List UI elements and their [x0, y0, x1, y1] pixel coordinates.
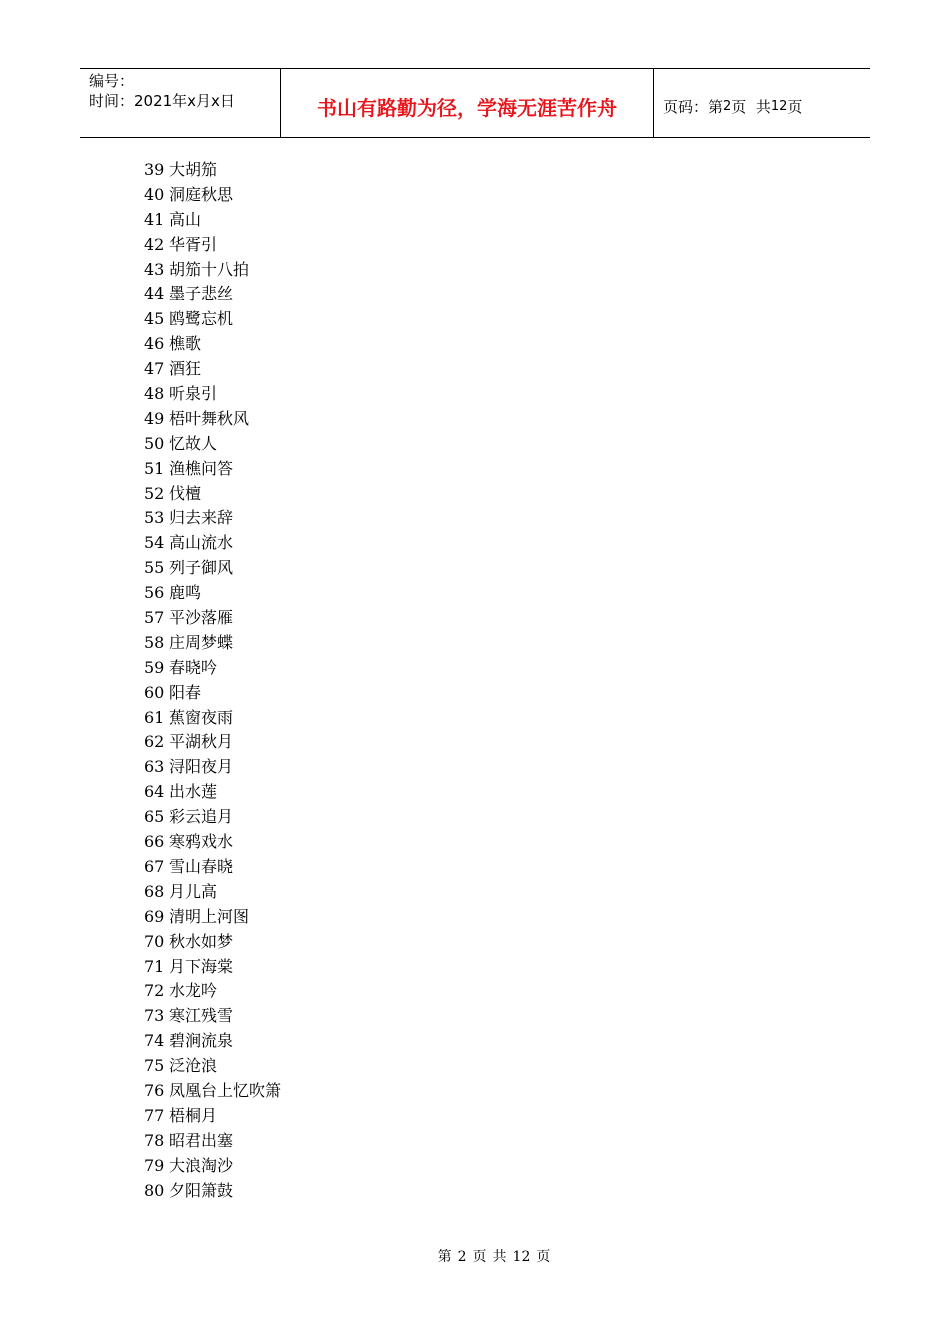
- header-page-current: 2: [723, 98, 732, 114]
- document-date-label: 时间：2021年x月x日: [89, 92, 235, 110]
- list-item-number: 68: [144, 881, 165, 901]
- list-item-title: 听泉引: [169, 384, 218, 404]
- list-item: [144, 457, 281, 482]
- footer-total-label: 共: [492, 1249, 507, 1265]
- list-item-number: 53: [144, 508, 165, 528]
- list-item: [144, 282, 281, 307]
- footer-total-pages: 12: [512, 1249, 531, 1265]
- list-item-title: 出水莲: [169, 782, 218, 802]
- list-item: [144, 407, 281, 432]
- list-item-title: 鸥鹭忘机: [169, 309, 234, 329]
- list-item-number: 73: [144, 1006, 165, 1026]
- list-item-title: 酒狂: [169, 359, 202, 379]
- list-item-number: 66: [144, 832, 165, 852]
- list-item-number: 56: [144, 583, 165, 603]
- list-item-title: 秋水如梦: [169, 931, 234, 951]
- list-item: [144, 855, 281, 880]
- list-item-title: 夕阳箫鼓: [169, 1180, 234, 1200]
- list-item-number: 52: [144, 483, 165, 503]
- list-item-title: 泛沧浪: [169, 1056, 218, 1076]
- list-item: [144, 805, 281, 830]
- list-item-title: 月儿高: [169, 881, 218, 901]
- list-item-number: 79: [144, 1155, 165, 1175]
- list-item-number: 71: [144, 956, 165, 976]
- header-motto-cell: [281, 69, 654, 137]
- header-motto: 书山有路勤为径，学海无涯苦作舟: [317, 95, 617, 120]
- list-item-number: 51: [144, 458, 165, 478]
- list-item-title: 碧涧流泉: [169, 1031, 234, 1051]
- list-item-number: 76: [144, 1080, 165, 1100]
- list-item: [144, 258, 281, 283]
- list-item: [144, 581, 281, 606]
- list-item: [144, 1054, 281, 1079]
- list-item-number: 77: [144, 1105, 165, 1125]
- list-item-title: 大浪淘沙: [169, 1155, 234, 1175]
- list-item-title: 墨子悲丝: [169, 284, 234, 304]
- list-item: [144, 955, 281, 980]
- list-item-number: 62: [144, 732, 165, 752]
- list-item-number: 48: [144, 384, 165, 404]
- list-item: [144, 158, 281, 183]
- list-item-number: 78: [144, 1130, 165, 1150]
- list-item-title: 渔樵问答: [169, 458, 234, 478]
- piece-list: [144, 158, 281, 1203]
- list-item-number: 46: [144, 334, 165, 354]
- list-item-number: 47: [144, 359, 165, 379]
- header-page-label-end: 页: [787, 97, 803, 116]
- list-item: [144, 1154, 281, 1179]
- list-item: [144, 606, 281, 631]
- list-item-number: 60: [144, 682, 165, 702]
- list-item: [144, 332, 281, 357]
- list-item-title: 月下海棠: [169, 956, 234, 976]
- list-item-title: 平沙落雁: [169, 608, 234, 628]
- list-item-number: 39: [144, 160, 165, 179]
- list-item-title: 洞庭秋思: [169, 184, 234, 204]
- list-item: [144, 482, 281, 507]
- header-page-label: 页码：第: [663, 97, 724, 116]
- list-item-title: 凤凰台上忆吹箫: [169, 1080, 282, 1100]
- list-item-title: 浔阳夜月: [169, 757, 234, 777]
- list-item-title: 胡笳十八拍: [169, 259, 250, 279]
- header-page-label-mid: 页: [731, 97, 747, 116]
- list-item: [144, 556, 281, 581]
- list-item: [144, 233, 281, 258]
- list-item-number: 59: [144, 657, 165, 677]
- header-page-cell: [654, 69, 870, 137]
- footer-prefix: 第: [437, 1249, 452, 1265]
- list-item-title: 高山: [169, 209, 202, 229]
- header-page-total: 12: [770, 98, 788, 114]
- list-item: [144, 1179, 281, 1204]
- list-item-number: 64: [144, 782, 165, 802]
- list-item-title: 雪山春晓: [169, 856, 234, 876]
- list-item-title: 彩云追月: [169, 807, 234, 827]
- list-item-number: 67: [144, 856, 165, 876]
- list-item: [144, 880, 281, 905]
- list-item: [144, 780, 281, 805]
- list-item: [144, 531, 281, 556]
- list-item-number: 72: [144, 981, 165, 1001]
- list-item-title: 昭君出塞: [169, 1130, 234, 1150]
- list-item-title: 梧桐月: [169, 1105, 218, 1125]
- list-item-title: 鹿鸣: [169, 583, 202, 603]
- list-item-number: 54: [144, 533, 165, 553]
- list-item-number: 65: [144, 807, 165, 827]
- list-item-title: 庄周梦蝶: [169, 632, 234, 652]
- list-item-title: 高山流水: [169, 533, 234, 553]
- list-item-title: 梧叶舞秋风: [169, 408, 250, 428]
- list-item-title: 寒鸦戏水: [169, 832, 234, 852]
- list-item-number: 43: [144, 259, 165, 279]
- list-item: [144, 930, 281, 955]
- list-item-number: 75: [144, 1056, 165, 1076]
- list-item: [144, 656, 281, 681]
- list-item: [144, 1029, 281, 1054]
- list-item-title: 阳春: [169, 682, 202, 702]
- list-item: [144, 1079, 281, 1104]
- list-item-title: 清明上河图: [169, 906, 250, 926]
- list-item-number: 57: [144, 608, 165, 628]
- list-item: [144, 183, 281, 208]
- header-page-total-label: 共: [755, 97, 771, 116]
- document-number-label: 编号：: [89, 72, 135, 90]
- list-item-number: 58: [144, 632, 165, 652]
- list-item: [144, 755, 281, 780]
- list-item-title: 蕉窗夜雨: [169, 707, 234, 727]
- list-item-title: 华胥引: [169, 234, 218, 254]
- list-item: [144, 208, 281, 233]
- list-item-title: 归去来辞: [169, 508, 234, 528]
- list-item-number: 40: [144, 184, 165, 204]
- header-info-cell: [80, 69, 281, 137]
- page-footer: [0, 1246, 950, 1266]
- list-item: [144, 979, 281, 1004]
- list-item: [144, 830, 281, 855]
- footer-suffix: 页: [536, 1249, 551, 1265]
- list-item: [144, 506, 281, 531]
- list-item: [144, 382, 281, 407]
- list-item-title: 伐檀: [169, 483, 202, 503]
- list-item-title: 列子御风: [169, 558, 234, 578]
- list-item-title: 水龙吟: [169, 981, 218, 1001]
- list-item-number: 41: [144, 209, 165, 229]
- list-item-title: 寒江残雪: [169, 1006, 234, 1026]
- list-item-title: 春晓吟: [169, 657, 218, 677]
- footer-mid: 页: [472, 1249, 487, 1265]
- list-item-number: 55: [144, 558, 165, 578]
- footer-current-page: 2: [457, 1249, 467, 1265]
- list-item-number: 50: [144, 433, 165, 453]
- list-item: [144, 307, 281, 332]
- list-item-number: 42: [144, 234, 165, 254]
- list-item: [144, 631, 281, 656]
- page-header: [80, 68, 870, 138]
- list-item-number: 45: [144, 309, 165, 329]
- list-item: [144, 357, 281, 382]
- list-item: [144, 706, 281, 731]
- list-item-number: 70: [144, 931, 165, 951]
- list-item: [144, 681, 281, 706]
- list-item-number: 61: [144, 707, 165, 727]
- list-item: [144, 1004, 281, 1029]
- list-item: [144, 432, 281, 457]
- list-item-title: 平湖秋月: [169, 732, 234, 752]
- list-item: [144, 1129, 281, 1154]
- list-item-number: 63: [144, 757, 165, 777]
- list-item: [144, 905, 281, 930]
- list-item-title: 樵歌: [169, 334, 202, 354]
- list-item-title: 大胡笳: [169, 160, 218, 179]
- list-item-number: 69: [144, 906, 165, 926]
- list-item-number: 74: [144, 1031, 165, 1051]
- list-item-number: 44: [144, 284, 165, 304]
- list-item: [144, 1104, 281, 1129]
- list-item: [144, 730, 281, 755]
- list-item-number: 80: [144, 1180, 165, 1200]
- list-item-title: 忆故人: [169, 433, 218, 453]
- list-item-number: 49: [144, 408, 165, 428]
